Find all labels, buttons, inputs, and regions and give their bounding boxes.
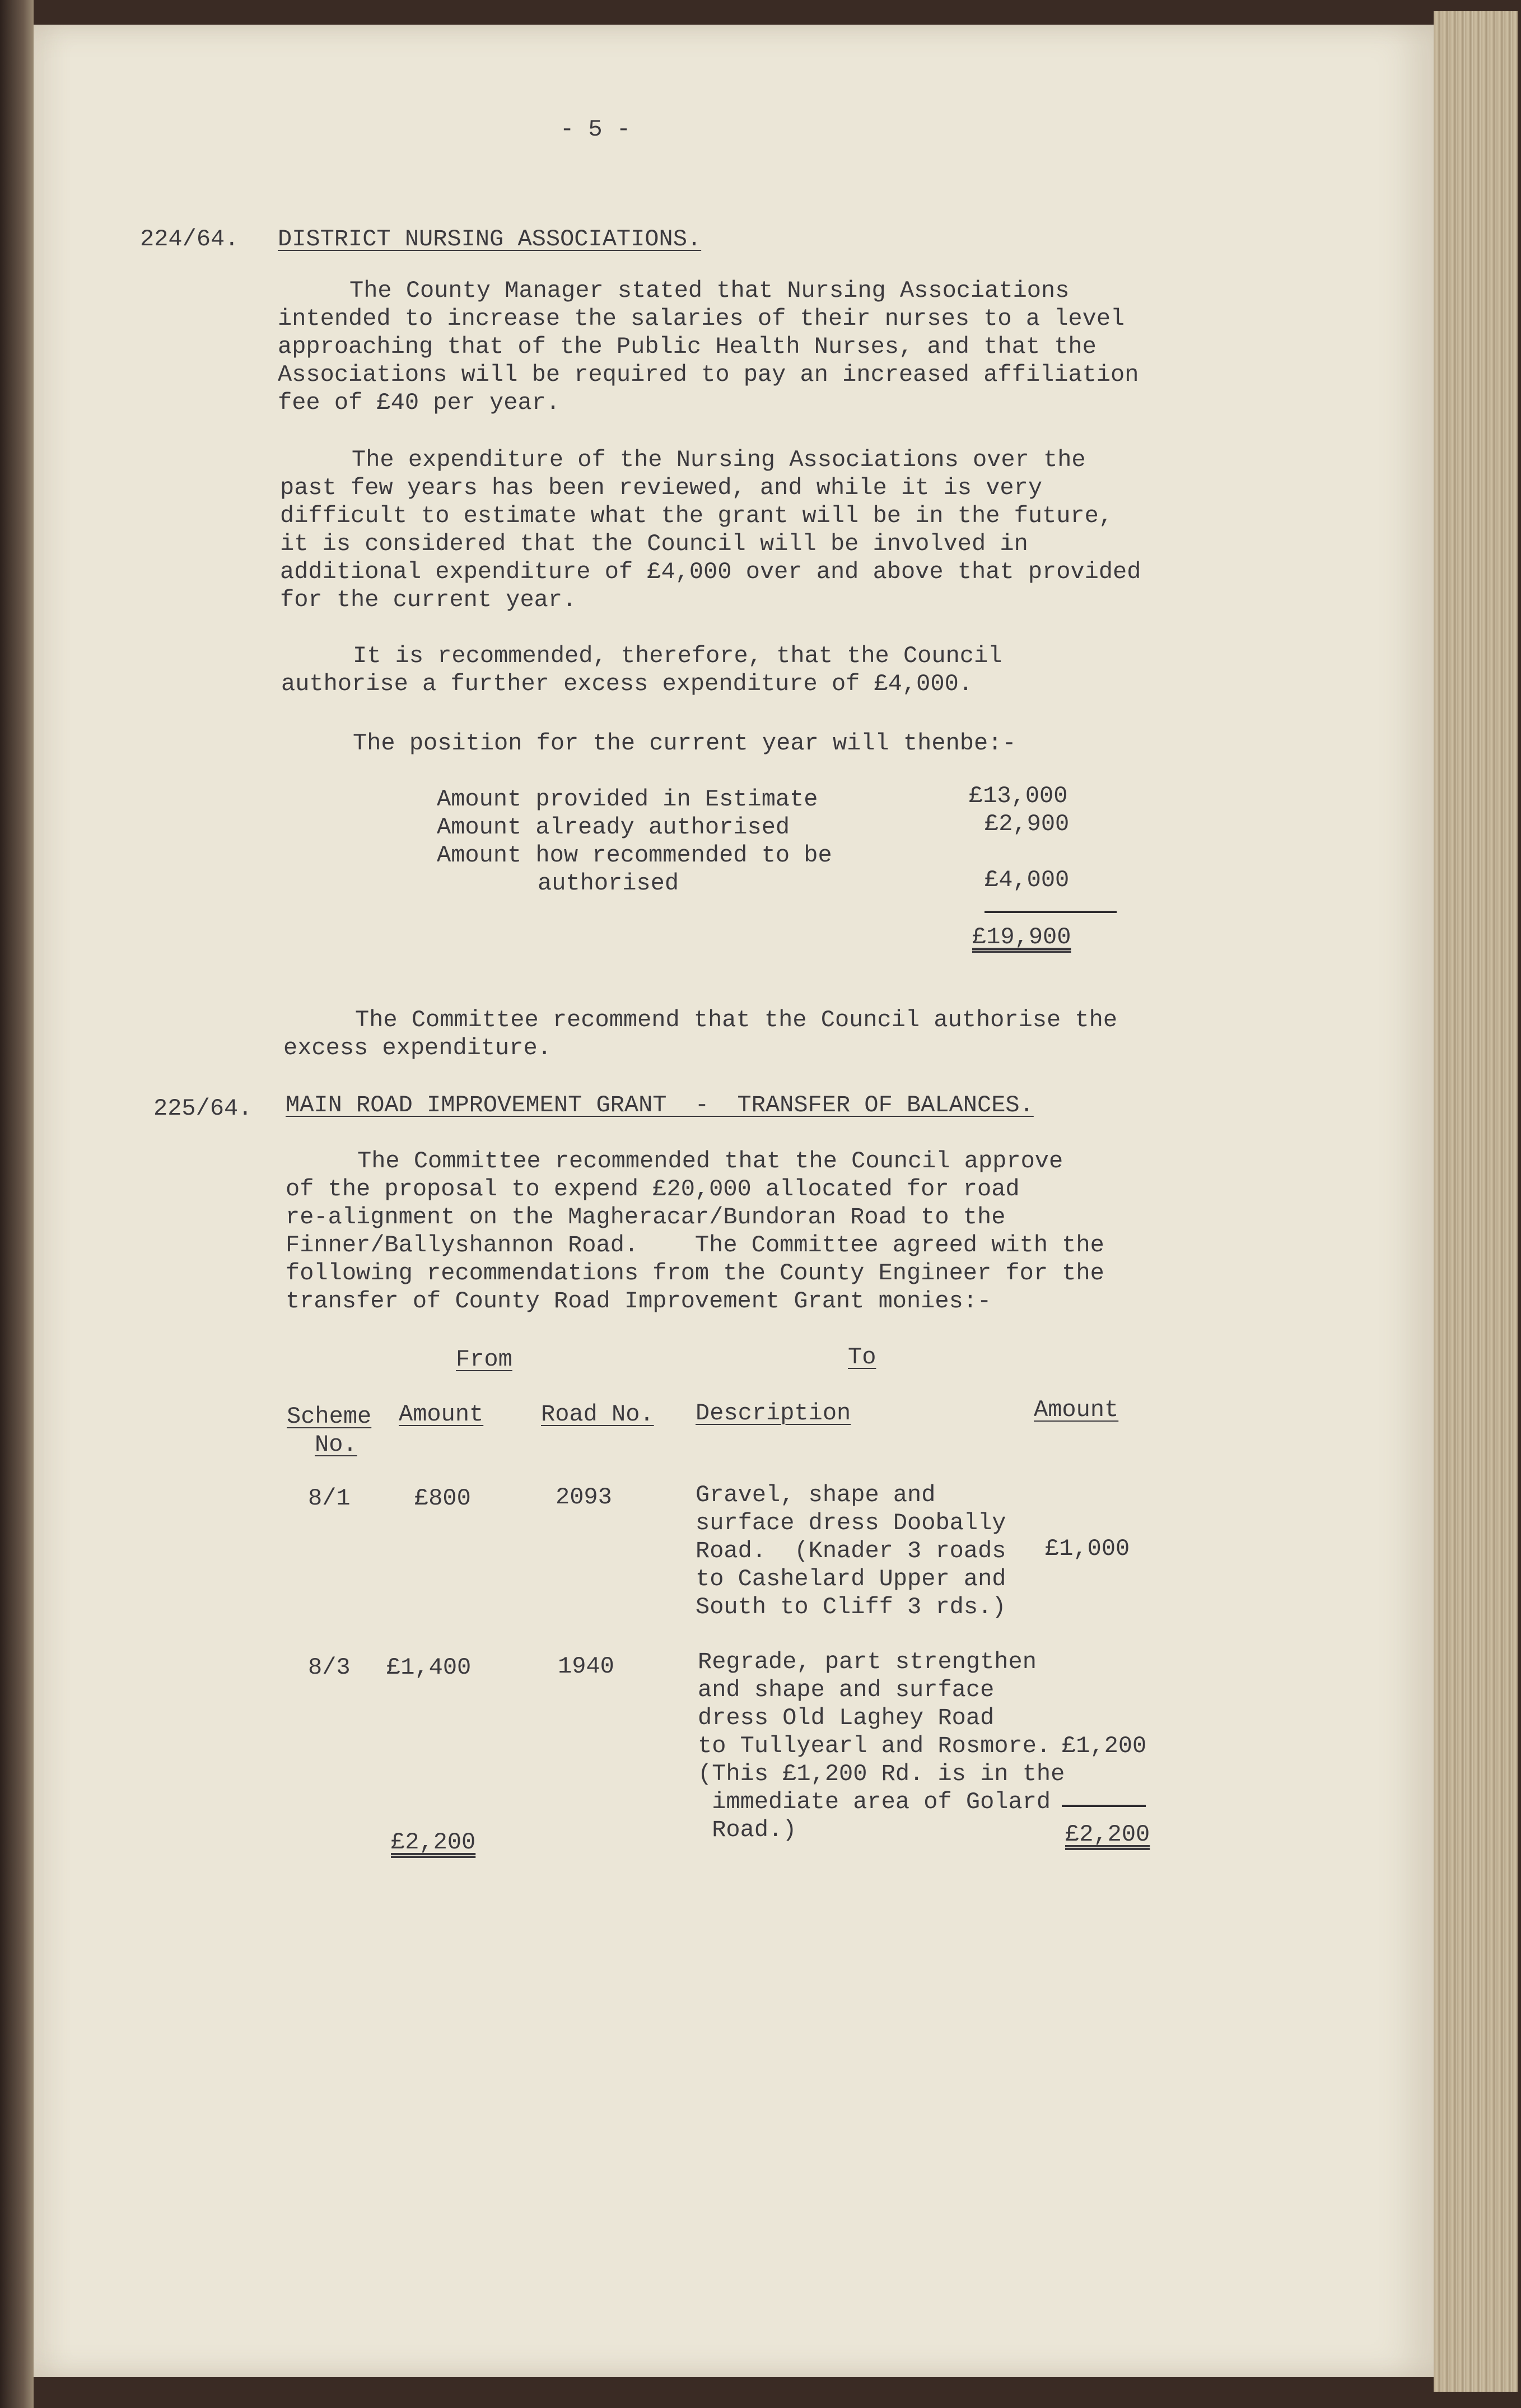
section-number-225: 225/64.: [153, 1095, 253, 1122]
header-description: Description: [696, 1400, 851, 1427]
row-1-scheme: 8/1: [308, 1485, 351, 1512]
total-amount-from: £2,200: [391, 1829, 476, 1856]
header-road-no: Road No.: [541, 1401, 654, 1428]
row-2-description: Regrade, part strengthen and shape and surface dress Old Laghey Road to Tullyearl and Rosmore. (This £1,200 Rd. is in the immediate area of Golard Road.): [698, 1648, 1065, 1843]
position-value-1: £13,000: [969, 783, 1068, 809]
paragraph-nursing-3: It is recommended, therefore, that the Council authorise a further excess expenditure of £4,000.: [281, 642, 1002, 697]
position-value-2: £2,900: [985, 811, 1070, 837]
paragraph-road-grant: The Committee recommended that the Council approve of the proposal to expend £20,000 allocated for road re-alignment on the Magheracar/Bundoran Road to the Finner/Ballyshannon Road. The Committee agreed with the following recommendations from the County Engineer for the transfer of County Road Improvement Grant monies:-: [286, 1148, 1104, 1315]
position-label-1: Amount provided in Estimate: [437, 786, 818, 813]
row-2-scheme: 8/3: [308, 1654, 351, 1681]
row-2-amount-to: £1,200: [1062, 1732, 1147, 1759]
book-spine: [0, 0, 34, 2408]
page-number: - 5 -: [560, 116, 631, 143]
position-value-4: £4,000: [985, 867, 1070, 893]
position-total: £19,900: [972, 924, 1071, 951]
paragraph-nursing-2: The expenditure of the Nursing Associations over the past few years has been reviewed, and while it is very difficult to estimate what the grant will be in the future, it is considered that the Council will be involved in additional expenditure of £4,000 over and above that provided for the current year.: [280, 446, 1141, 613]
section-title-nursing: DISTRICT NURSING ASSOCIATIONS.: [278, 226, 702, 253]
table-group-from: From: [456, 1346, 512, 1373]
header-scheme: Scheme: [287, 1403, 372, 1430]
section-number-224: 224/64.: [140, 226, 239, 253]
section-title-road-grant: MAIN ROAD IMPROVEMENT GRANT - TRANSFER OF BALANCES.: [286, 1092, 1034, 1119]
paragraph-nursing-4: The position for the current year will thenbe:-: [353, 730, 1016, 757]
position-label-3: Amount how recommended to be: [437, 842, 832, 869]
document-page: [34, 25, 1434, 2377]
paragraph-nursing-closing: The Committee recommend that the Council authorise the excess expenditure.: [283, 1007, 1118, 1061]
row-1-amount-to: £1,000: [1045, 1535, 1130, 1562]
page-edges: [1434, 11, 1518, 2392]
paragraph-nursing-1: The County Manager stated that Nursing Associations intended to increase the salaries of their nurses to a level approaching that of the Public Health Nurses, and that the Associations will be required to pay an increased affiliation fee of £40 per year.: [278, 277, 1139, 416]
row-1-amount-from: £800: [414, 1485, 471, 1512]
row-1-description: Gravel, shape and surface dress Doobally Road. (Knader 3 roads to Cashelard Upper and South to Cliff 3 rds.): [696, 1482, 1006, 1620]
row-2-road-no: 1940: [558, 1653, 614, 1680]
row-2-amount-from: £1,400: [386, 1654, 472, 1681]
total-amount-to: £2,200: [1065, 1821, 1150, 1848]
header-amount-from: Amount: [399, 1401, 484, 1428]
header-scheme-no: No.: [315, 1431, 357, 1458]
position-total-rule: [985, 911, 1117, 913]
row-1-road-no: 2093: [556, 1484, 612, 1511]
transfer-total-rule: [1062, 1805, 1146, 1807]
position-label-2: Amount already authorised: [437, 814, 790, 841]
header-amount-to: Amount: [1034, 1396, 1119, 1423]
table-group-to: To: [848, 1344, 876, 1371]
position-label-4: authorised: [538, 870, 679, 897]
